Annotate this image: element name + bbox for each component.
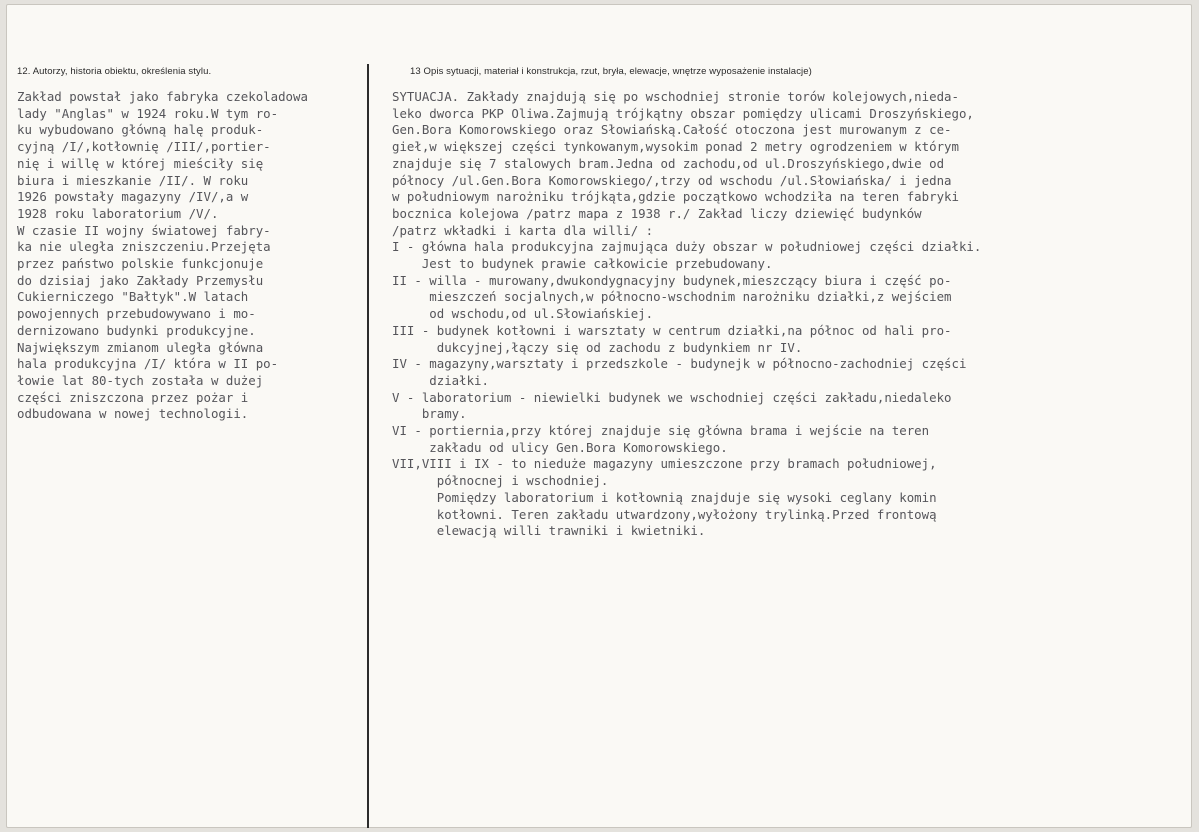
text-line: łowie lat 80-tych została w dużej: [17, 372, 264, 388]
text-line: elewacją willi trawniki i kwietniki.: [392, 523, 706, 539]
text-line: dukcyjnej,łączy się od zachodu z budynkiem nr IV.: [392, 339, 803, 355]
text-line: bocznica kolejowa /patrz mapa z 1938 r./ Zakład liczy dziewięć budynków: [392, 205, 922, 221]
text-line: biura i mieszkanie /II/. W roku: [17, 172, 249, 188]
text-line: ku wybudowano główną halę produk-: [17, 122, 264, 138]
text-line: VII,VIII i IX - to nieduże magazyny umieszczone przy bramach południowej,: [392, 456, 937, 472]
history-text: [17, 89, 308, 423]
text-line: działki.: [392, 372, 489, 388]
text-line: części zniszczona przez pożar i: [17, 389, 249, 405]
text-line: do dzisiaj jako Zakłady Przemysłu: [17, 272, 264, 288]
text-line: 1928 roku laboratorium /V/.: [17, 205, 219, 221]
text-line: Zakład powstał jako fabryka czekoladowa: [17, 89, 308, 104]
text-line: znajduje się 7 stalowych bram.Jedna od zachodu,od ul.Droszyńskiego,dwie od: [392, 155, 945, 171]
text-line: dernizowano budynki produkcyjne.: [17, 322, 256, 338]
text-line: Pomiędzy laboratorium i kotłownią znajduje się wysoki ceglany komin: [392, 489, 937, 505]
section-13-header: 13 Opis sytuacji, materiał i konstrukcja, rzut, bryła, elewacje, wnętrze wyposażenie instalacje): [410, 66, 812, 77]
text-line: przez państwo polskie funkcjonuje: [17, 256, 264, 272]
text-line: ka nie uległa zniszczeniu.Przejęta: [17, 239, 271, 255]
text-line: II - willa - murowany,dwukondygnacyjny budynek,mieszczący biura i część po-: [392, 272, 952, 288]
text-line: mieszczeń socjalnych,w północno-wschodnim narożniku działki,z wejściem: [392, 289, 952, 305]
text-line: od wschodu,od ul.Słowiańskiej.: [392, 306, 654, 322]
column-divider: [367, 64, 369, 828]
text-line: Cukierniczego "Bałtyk".W latach: [17, 289, 249, 305]
text-line: III - budynek kotłowni i warsztaty w centrum działki,na północ od hali pro-: [392, 322, 952, 338]
text-line: lady "Anglas" w 1924 roku.W tym ro-: [17, 105, 279, 121]
text-line: IV - magazyny,warsztaty i przedszkole - budynejk w północno-zachodniej części: [392, 356, 967, 372]
text-line: V - laboratorium - niewielki budynek we wschodniej części zakładu,niedaleko: [392, 389, 952, 405]
text-line: w południowym narożniku trójkąta,gdzie początkowo wchodziła na teren fabryki: [392, 189, 959, 205]
text-line: Największym zmianom uległa główna: [17, 339, 264, 355]
text-line: hala produkcyjna /I/ która w II po-: [17, 356, 279, 372]
text-line: zakładu od ulicy Gen.Bora Komorowskiego.: [392, 439, 728, 455]
text-line: VI - portiernia,przy której znajduje się główna brama i wejście na teren: [392, 423, 930, 439]
text-line: kotłowni. Teren zakładu utwardzony,wyłożony trylinką.Przed frontową: [392, 506, 937, 522]
text-line: gieł,w większej części tynkowanym,wysokim ponad 2 metry ogrodzeniem w którym: [392, 139, 959, 155]
text-line: Gen.Bora Komorowskiego oraz Słowiańską.Całość otoczona jest murowanym z ce-: [392, 122, 952, 138]
text-line: nię i willę w której mieściły się: [17, 155, 264, 171]
section-12-header: 12. Autorzy, historia obiektu, określenia stylu.: [17, 66, 212, 77]
text-line: powojennych przebudowywano i mo-: [17, 306, 256, 322]
text-line: SYTUACJA. Zakłady znajdują się po wschodniej stronie torów kolejowych,nieda-: [392, 89, 959, 104]
text-line: Jest to budynek prawie całkowicie przebudowany.: [392, 256, 773, 272]
text-line: /patrz wkładki i karta dla willi/ :: [392, 222, 654, 238]
text-line: leko dworca PKP Oliwa.Zajmują trójkątny obszar pomiędzy ulicami Droszyńskiego,: [392, 105, 974, 121]
description-text: [392, 89, 981, 540]
text-line: 1926 powstały magazyny /IV/,a w: [17, 189, 249, 205]
text-line: W czasie II wojny światowej fabry-: [17, 222, 271, 238]
text-line: odbudowana w nowej technologii.: [17, 406, 249, 422]
text-line: bramy.: [392, 406, 467, 422]
text-line: I - główna hala produkcyjna zajmująca duży obszar w południowej części działki.: [392, 239, 982, 255]
text-line: północnej i wschodniej.: [392, 473, 609, 489]
text-line: cyjną /I/,kotłownię /III/,portier-: [17, 139, 271, 155]
text-line: północy /ul.Gen.Bora Komorowskiego/,trzy od wschodu /ul.Słowiańska/ i jedna: [392, 172, 952, 188]
